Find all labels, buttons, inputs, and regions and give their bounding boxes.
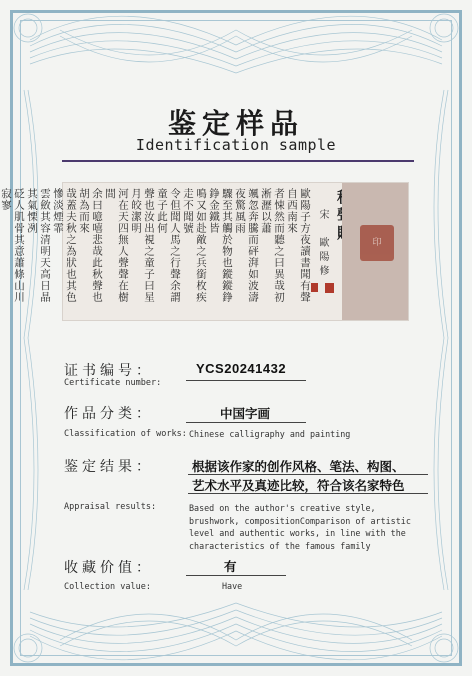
page-subtitle: Identification sample: [135, 136, 337, 154]
certificate-number-label-en: Certificate number:: [64, 378, 162, 388]
artwork-image: [0, 183, 408, 320]
appraisal-value-en: [189, 502, 411, 552]
underline: [188, 493, 428, 494]
title-divider: [62, 160, 414, 162]
appraisal-value-en-line: characteristics of the famous family: [189, 540, 371, 551]
appraisal-label-en: Appraisal results:: [64, 502, 157, 512]
collection-value-label: 收藏价值：: [64, 560, 154, 576]
calligraphy-column: 聲也汝出視之童子曰星月皎潔明: [130, 188, 155, 303]
underline: [186, 575, 286, 576]
collection-value: 有: [224, 559, 237, 574]
red-seal-large: [360, 225, 394, 261]
appraisal-value-en-line: Based on the author's creative style,: [189, 503, 376, 513]
appraisal-label: 鉴定结果：: [64, 459, 154, 475]
calligraphy-column: 者悚然而聽之曰異哉初淅瀝以蕭: [260, 188, 285, 303]
appraisal-value-en-line: brushwork, compositionComparison of artistic: [189, 515, 411, 526]
underline: [186, 380, 306, 381]
certificate-number-value: YCS20241432: [196, 361, 287, 376]
calligraphy-column: 鳴又如赴敵之兵銜枚疾走不聞號: [182, 188, 207, 303]
appraisal-value-en-line: level and authentic works, in line with the: [189, 528, 406, 538]
artwork-author: 宋 歐陽修: [317, 209, 328, 279]
collection-value-label-en: Collection value:: [64, 582, 151, 592]
red-seal-small: [325, 283, 334, 293]
red-seal-small: [311, 283, 318, 292]
calligraphy-column: 驟至其觸於物也鏦鏦錚錚金鐵皆: [208, 188, 233, 303]
calligraphy-column: 哉蓋夫秋之為狀也其色慘淡煙霏: [52, 188, 77, 303]
calligraphy-column: 歐陽子方夜讀書聞有聲自西南來: [286, 188, 311, 303]
underline: [186, 422, 306, 423]
scroll-mount: [342, 183, 408, 320]
underline: [188, 474, 428, 475]
calligraphy-text-columns: [0, 188, 311, 313]
calligraphy-column: 颯忽奔騰而砰湃如波濤夜驚風雨: [234, 188, 259, 303]
appraisal-value-line: 根据该作家的创作风格、笔法、构图、: [192, 459, 405, 474]
classification-value: 中国字画: [220, 406, 271, 421]
calligraphy-column: 河在天四無人聲聲在樹間: [104, 188, 129, 303]
page-title: 鉴定样品: [167, 107, 304, 140]
calligraphy-column: 雲斂其容清明天高日晶其氣慄冽: [26, 188, 51, 303]
appraisal-value-line: 艺术水平及真迹比较，符合该名家特色: [192, 478, 405, 493]
collection-value-en: Have: [222, 581, 243, 591]
classification-label: 作品分类：: [64, 406, 154, 422]
seal-text: 印: [372, 237, 382, 248]
classification-label-en: Classification of works:: [64, 429, 187, 439]
calligraphy-column: 令但聞人馬之行聲余謂童子此何: [156, 188, 181, 303]
calligraphy-column: 砭人肌骨其意蕭條山川寂寥: [0, 188, 25, 303]
calligraphy-column: 余曰噫嘻悲哉此秋聲也胡為而來: [78, 188, 103, 303]
certificate-number-label: 证书编号：: [64, 363, 154, 379]
classification-value-en: Chinese calligraphy and painting: [189, 429, 351, 439]
